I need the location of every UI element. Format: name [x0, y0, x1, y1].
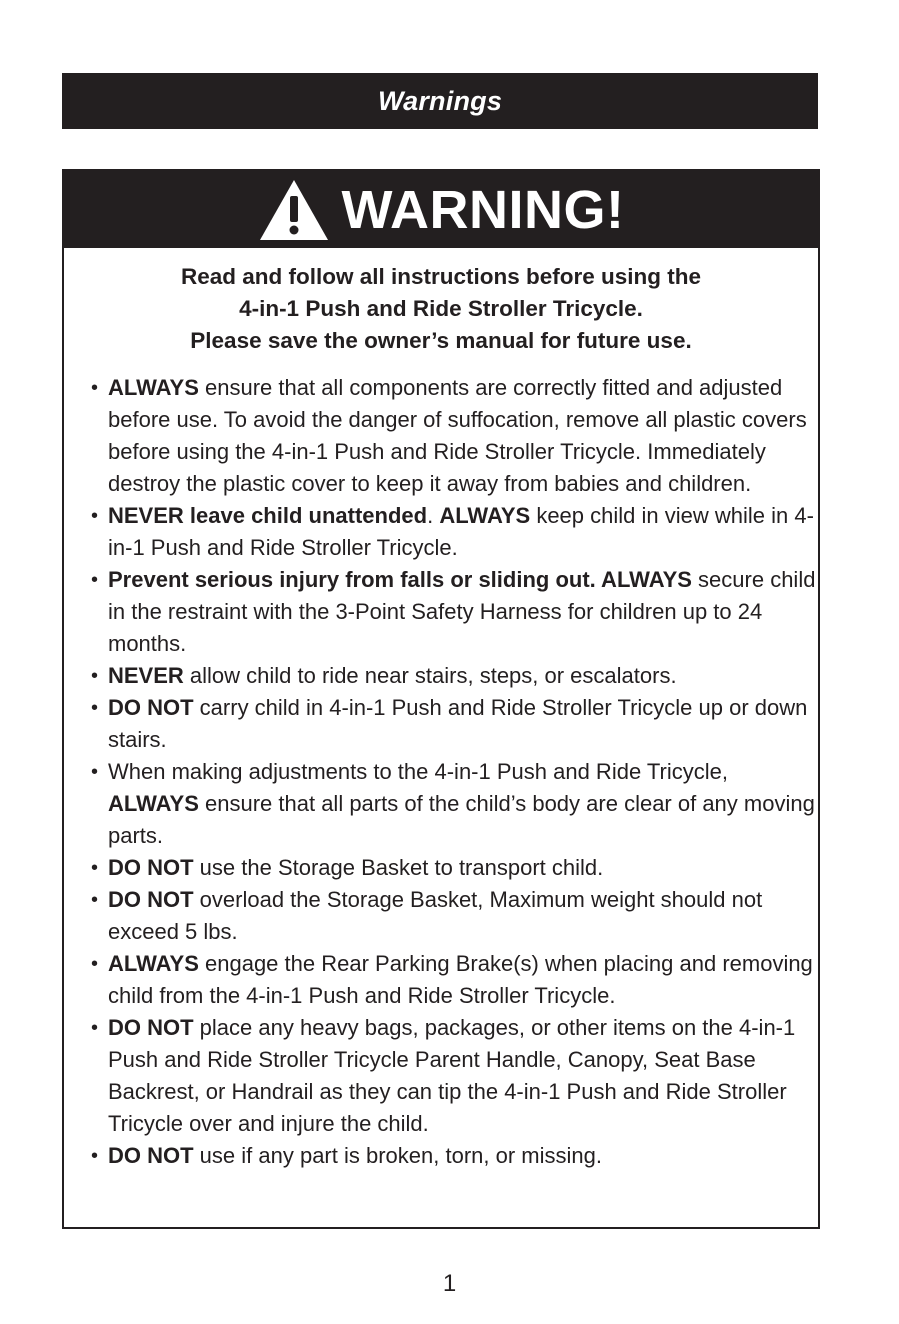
rule-emphasis: NEVER leave child unattended: [108, 503, 428, 528]
rule-emphasis: ALWAYS: [439, 503, 531, 528]
warning-rule: [87, 1012, 818, 1140]
rule-text: .: [427, 503, 440, 528]
rule-text: keep child in view while in 4-in-1 Push and Ride Stroller Tricycle.: [108, 503, 814, 560]
rule-emphasis: NEVER: [108, 663, 184, 688]
warning-triangle-icon: [258, 178, 330, 242]
warning-rule: [87, 500, 818, 564]
rule-text: use the Storage Basket to transport child.: [193, 855, 604, 880]
rule-text: carry child in 4-in-1 Push and Ride Stroller Tricycle up or down stairs.: [108, 695, 808, 752]
rule-text: ensure that all components are correctly fitted and adjusted before use. To avoid the danger of suffocation, remove all plastic covers before using the 4-in-1 Push and Ride Stroller Tricycle. Immediately destroy the plastic cover to keep it away from babies and children.: [108, 375, 807, 496]
warning-rule: [87, 692, 818, 756]
warning-banner: [64, 171, 818, 248]
rule-text: secure child in the restraint with the 3-Point Safety Harness for children up to 24 months.: [108, 567, 816, 656]
rule-text: place any heavy bags, packages, or other items on the 4-in-1 Push and Ride Stroller Tricycle Parent Handle, Canopy, Seat Base Backrest, or Handrail as they can tip the 4-in-1 Push and Ride Stroller Tricycle over and injure the child.: [108, 1015, 796, 1136]
warning-rule: [87, 564, 818, 660]
warning-rule: [87, 372, 818, 500]
intro-line: 4-in-1 Push and Ride Stroller Tricycle.: [239, 296, 643, 321]
warning-rule: [87, 852, 818, 884]
warning-rule: [87, 884, 818, 948]
warning-heading: WARNING!: [341, 179, 625, 240]
intro-line: Please save the owner’s manual for future use.: [190, 328, 692, 353]
rule-text: use if any part is broken, torn, or missing.: [193, 1143, 602, 1168]
warning-intro: [64, 261, 818, 357]
rule-emphasis: DO NOT: [108, 695, 194, 720]
rule-emphasis: DO NOT: [108, 887, 194, 912]
rule-emphasis: DO NOT: [108, 1143, 194, 1168]
rule-emphasis: ALWAYS: [108, 791, 199, 816]
warning-rule: [87, 660, 818, 692]
warning-rule: [87, 948, 818, 1012]
rule-text: overload the Storage Basket, Maximum weight should not exceed 5 lbs.: [108, 887, 763, 944]
warning-rules-list: [64, 372, 818, 1172]
rule-text: When making adjustments to the 4-in-1 Push and Ride Tricycle,: [108, 759, 728, 784]
rule-emphasis: ALWAYS: [108, 951, 199, 976]
warning-rule: [87, 756, 818, 852]
page-number: 1: [442, 1270, 457, 1297]
rule-text: engage the Rear Parking Brake(s) when placing and removing child from the 4-in-1 Push and Ride Stroller Tricycle.: [108, 951, 813, 1008]
section-header: [62, 73, 818, 129]
warning-box: [62, 169, 820, 1229]
rule-emphasis: ALWAYS: [108, 375, 199, 400]
rule-emphasis: DO NOT: [108, 1015, 194, 1040]
section-title: Warnings: [377, 85, 503, 116]
rule-emphasis: Prevent serious injury from falls or sliding out. ALWAYS: [108, 567, 692, 592]
rule-emphasis: DO NOT: [108, 855, 194, 880]
rule-text: ensure that all parts of the child’s body are clear of any moving parts.: [108, 791, 815, 848]
rule-text: allow child to ride near stairs, steps, or escalators.: [183, 663, 677, 688]
warning-rule: [87, 1140, 818, 1172]
intro-line: Read and follow all instructions before using the: [180, 264, 702, 289]
